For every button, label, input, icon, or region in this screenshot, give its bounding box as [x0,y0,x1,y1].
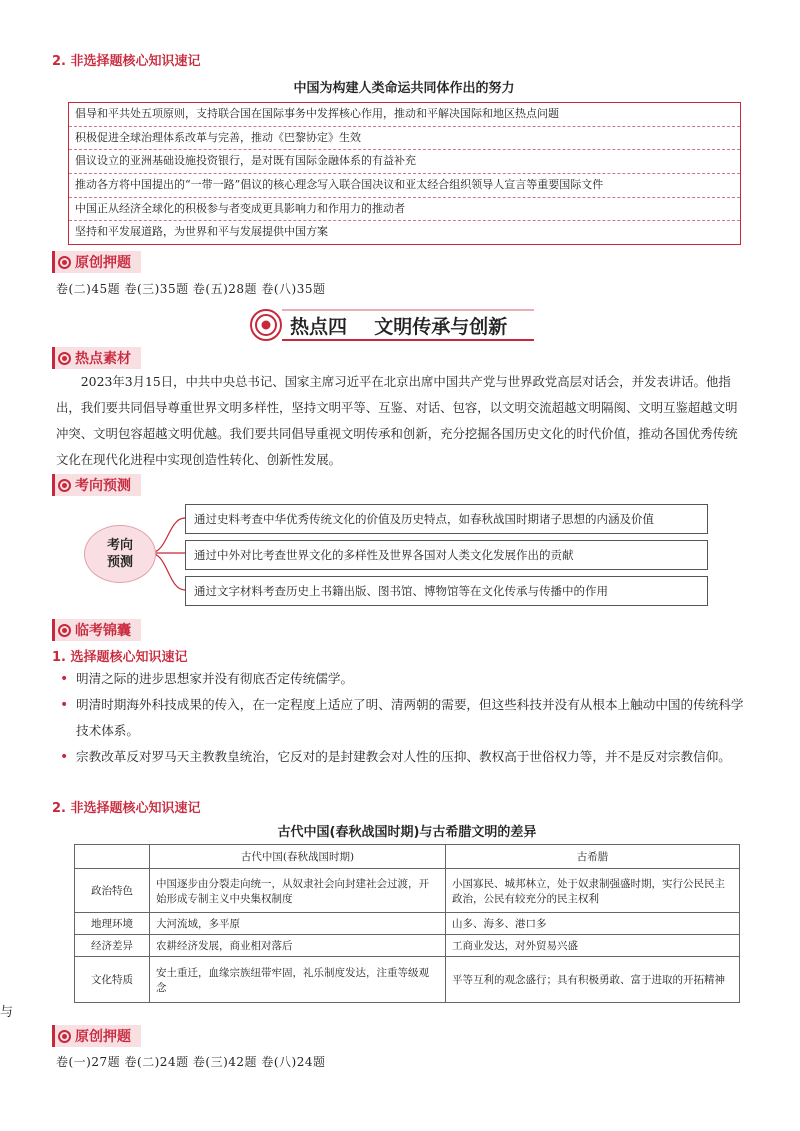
original-tag-1 [52,251,141,273]
tag-label: 热点素材 [75,351,131,367]
table-cell: 安土重迁，血缘宗族纽带牢固，礼乐制度发达，注重等级观念 [150,957,446,1003]
list-item: 坚持和平发展道路，为世界和平与发展提供中国方案 [75,225,328,239]
material-tag [52,347,141,369]
table-row [75,935,740,957]
table-header-cell: 古希腊 [446,845,740,869]
list-item: 积极促进全球治理体系改革与完善，推动《巴黎协定》生效 [69,127,740,151]
hotspot-number: 热点四 [290,316,348,338]
list-item: • 明清时期海外科技成果的传入，在一定程度上适应了明、清两朝的需要，但这些科技并没有从根本上触动中国的传统科学技术体系。 [58,692,748,744]
list-item: 倡议设立的亚洲基础设施投资银行，是对既有国际金融体系的有益补充 [69,150,740,174]
target-icon [58,352,71,365]
table-title-1: 中国为构建人类命运共同体作出的努力 [293,81,515,96]
efforts-list [68,102,741,245]
prediction-item: 通过中外对比考查世界文化的多样性及世界各国对人类文化发展作出的贡献 [185,540,708,570]
prediction-tag [52,474,141,496]
row-header: 政治特色 [75,869,150,913]
table-cell: 山多、海多、港口多 [446,913,740,935]
tag-label: 临考锦囊 [75,623,131,639]
hotspot-banner [246,307,536,343]
prediction-center-bubble [84,525,156,583]
table-row [75,957,740,1003]
bubble-line-1: 考向 [106,538,133,553]
nonchoice-heading-1: 2. 非选择题核心知识速记 [52,54,201,69]
choice-heading: 1. 选择题核心知识速记 [52,650,188,665]
list-item: 中国正从经济全球化的积极参与者变成更具影响力和作用力的推动者 [69,198,740,222]
table-cell: 平等互利的观念盛行；具有积极勇敢、富于进取的开拓精神 [446,957,740,1003]
hotspot-title: 文明传承与创新 [374,316,508,338]
comparison-table [74,844,740,1003]
edge-text: 与 [0,1005,14,1020]
nonchoice-heading-2: 2. 非选择题核心知识速记 [52,801,201,816]
prediction-item: 通过史料考查中华优秀传统文化的价值及历史特点，如春秋战国时期诸子思想的内涵及价值 [185,504,708,534]
list-item: 推动各方将中国提出的“一带一路”倡议的核心理念写入联合国决议和亚太经合组织领导人宣言等重要国际文件 [69,174,740,198]
row-header: 地理环境 [75,913,150,935]
prediction-item: 通过文字材料考查历史上书籍出版、图书馆、博物馆等在文化传承与传播中的作用 [185,576,708,606]
bubble-line-2: 预测 [106,555,133,570]
list-item: • 明清之际的进步思想家并没有彻底否定传统儒学。 [58,666,748,692]
refs-line-1: 卷(二)45题 卷(三)35题 卷(五)28题 卷(八)35题 [56,282,326,296]
original-tag-2 [52,1025,141,1047]
table-cell: 小国寡民、城邦林立，处于奴隶制强盛时期，实行公民民主政治，公民有较充分的民主权利 [446,869,740,913]
tag-label: 考向预测 [75,478,131,494]
table-row [75,913,740,935]
target-icon [58,479,71,492]
list-item: 倡导和平共处五项原则，支持联合国在国际事务中发挥核心作用，推动和平解决国际和地区热点问题 [69,103,740,127]
table-header-cell: 古代中国(春秋战国时期) [150,845,446,869]
tag-label: 原创押题 [75,255,131,271]
table-cell: 中国逐步由分裂走向统一，从奴隶社会向封建社会过渡，开始形成专制主义中央集权制度 [150,869,446,913]
table-cell: 大河流域，多平原 [150,913,446,935]
row-header: 经济差异 [75,935,150,957]
target-icon [58,1030,71,1043]
tips-tag [52,619,141,641]
tips-bullets [58,666,748,770]
table-cell: 农耕经济发展，商业相对落后 [150,935,446,957]
row-header: 文化特质 [75,957,150,1003]
target-icon [58,624,71,637]
tag-label: 原创押题 [75,1029,131,1045]
table-header-cell [75,845,150,869]
refs-line-2: 卷(一)27题 卷(二)24题 卷(三)42题 卷(八)24题 [56,1055,326,1069]
table-title-2: 古代中国(春秋战国时期)与古希腊文明的差异 [277,825,537,840]
table-cell: 工商业发达，对外贸易兴盛 [446,935,740,957]
list-item: • 宗教改革反对罗马天主教教皇统治，它反对的是封建教会对人性的压抑、教权高于世俗权力等，并不是反对宗教信仰。 [58,744,748,770]
table-row [75,869,740,913]
material-paragraph: 2023年3月15日，中共中央总书记、国家主席习近平在北京出席中国共产党与世界政党高层对话会，并发表讲话。他指出，我们要共同倡导尊重世界文明多样性，坚持文明平等、互鉴、对话、包容，以文明交流超越文明隔阂、文明互鉴超越文明冲突、文明包容超越文明优越。我们要共同倡导重视文明传承和创新，充分挖掘各国历史文化的时代价值，推动各国优秀传统文化在现代化进程中实现创造性转化、创新性发展。 [56,374,738,467]
target-icon [58,256,71,269]
